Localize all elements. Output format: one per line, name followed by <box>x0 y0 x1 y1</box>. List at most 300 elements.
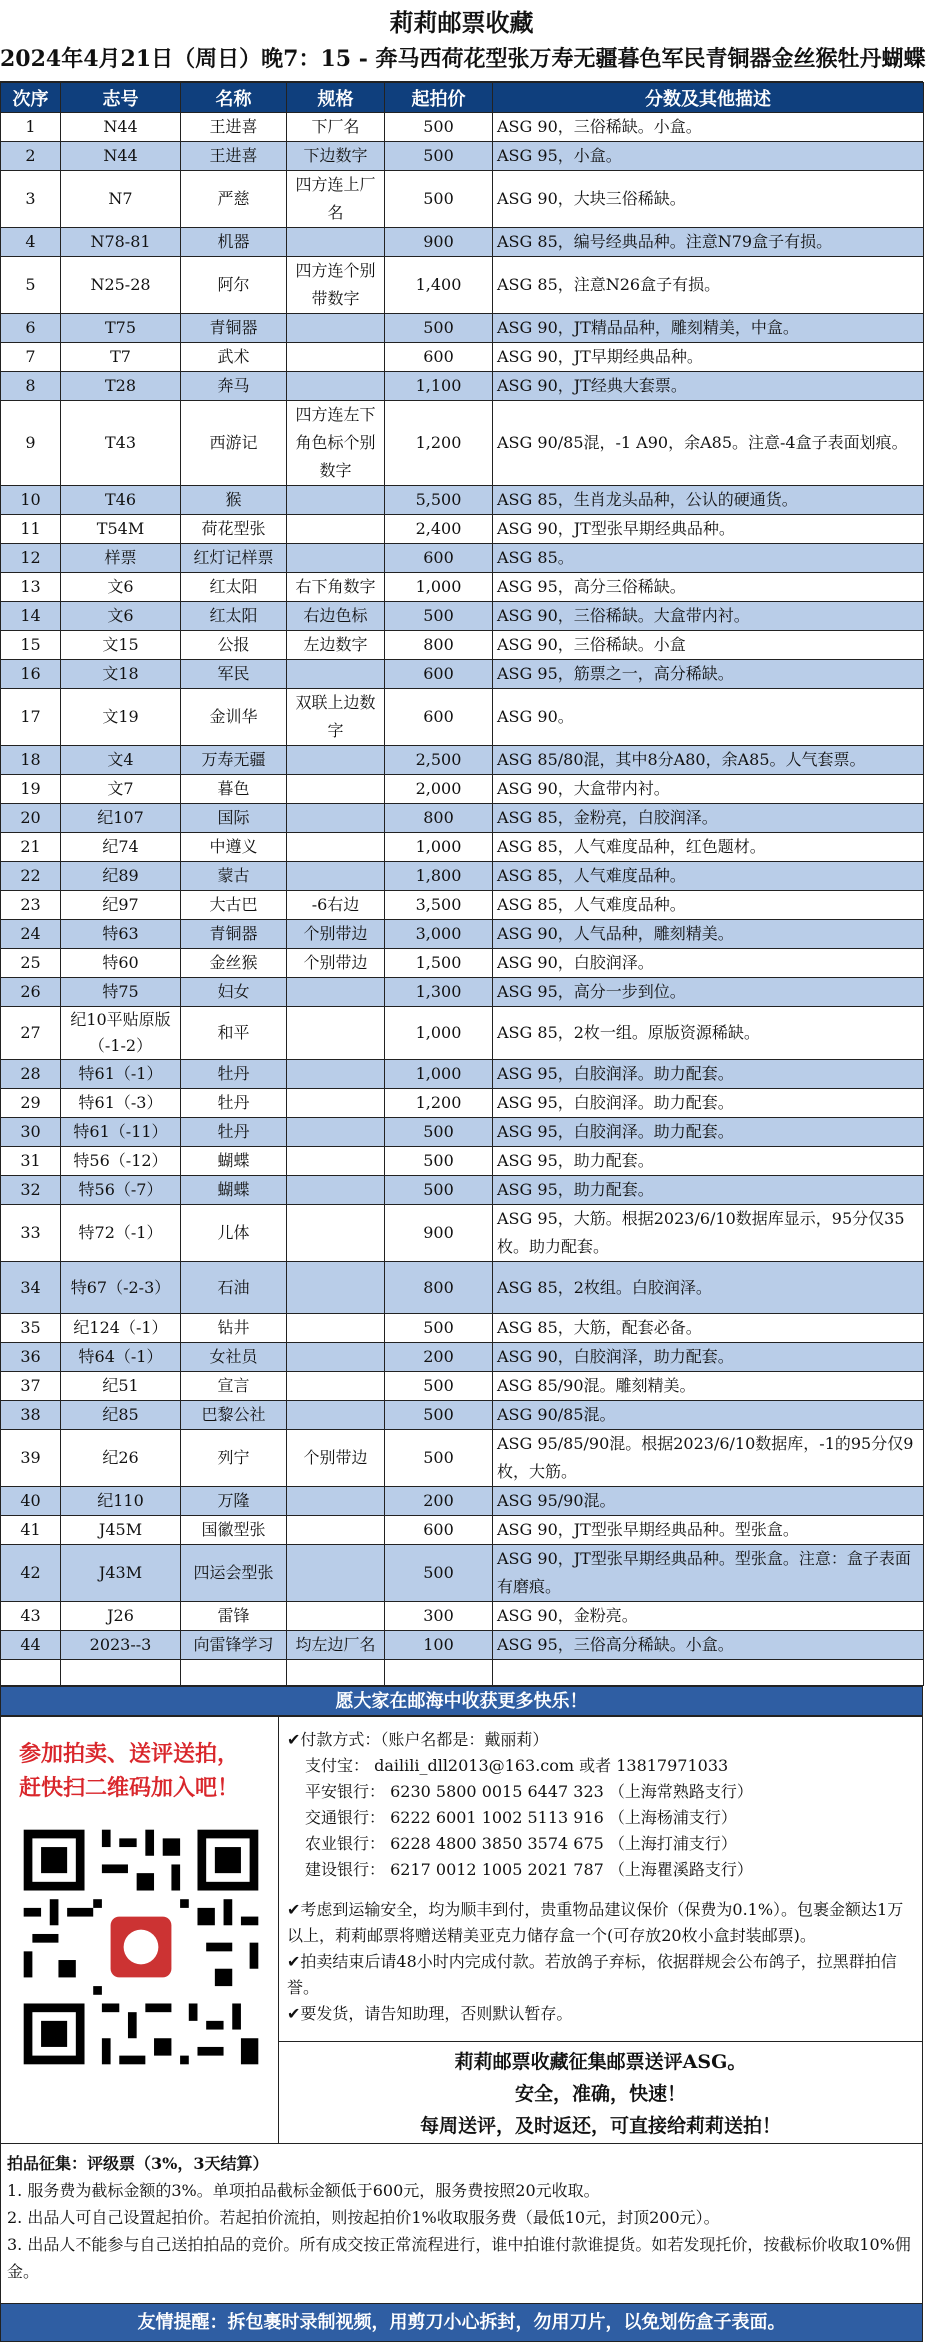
payment-panel <box>279 1717 922 2143</box>
stamp-code: 纪51 <box>61 1372 181 1401</box>
empty-cell <box>61 1660 181 1686</box>
row-description: ASG 85/80混，其中8分A80，余A85。人气套票。 <box>493 746 924 775</box>
row-description: ASG 95，白胶润泽。助力配套。 <box>493 1118 924 1147</box>
row-number: 37 <box>1 1372 61 1401</box>
start-price: 1,800 <box>385 862 493 891</box>
stamp-spec: 双联上边数字 <box>287 689 385 746</box>
row-description: ASG 95，高分三俗稀缺。 <box>493 573 924 602</box>
stamp-spec: 左边数字 <box>287 631 385 660</box>
row-description: ASG 85，大筋，配套必备。 <box>493 1314 924 1343</box>
start-price: 500 <box>385 113 493 142</box>
bank-line: 交通银行： 6222 6001 1002 5113 916 （上海杨浦支行） <box>305 1808 737 1827</box>
row-description: ASG 90，JT精品品种，雕刻精美，中盒。 <box>493 314 924 343</box>
start-price: 500 <box>385 142 493 171</box>
stamp-spec: 个别带边 <box>287 920 385 949</box>
stamp-spec <box>287 1545 385 1602</box>
table-row <box>1 689 924 746</box>
qr-code-icon[interactable] <box>15 1821 267 2073</box>
row-number: 17 <box>1 689 61 746</box>
row-description: ASG 90/85混，-1 A90，余A85。注意-4盒子表面划痕。 <box>493 401 924 486</box>
shipment-note: ✔要发货，请告知助理，否则默认暂存。 <box>287 2004 573 2023</box>
stamp-spec <box>287 1147 385 1176</box>
stamp-code: N7 <box>61 171 181 228</box>
stamp-spec <box>287 833 385 862</box>
row-description: ASG 90，JT经典大套票。 <box>493 372 924 401</box>
table-row <box>1 833 924 862</box>
stamp-name: 向雷锋学习 <box>181 1631 287 1660</box>
stamp-code: 特67（-2-3） <box>61 1262 181 1314</box>
alipay-line: 支付宝： dailili_dll2013@163.com 或者 13817971033 <box>305 1756 729 1775</box>
row-description: ASG 90，JT型张早期经典品种。 <box>493 515 924 544</box>
row-number: 29 <box>1 1089 61 1118</box>
stamp-name: 巴黎公社 <box>181 1401 287 1430</box>
row-description: ASG 90，三俗稀缺。大盒带内衬。 <box>493 602 924 631</box>
stamp-code: T43 <box>61 401 181 486</box>
start-price: 900 <box>385 228 493 257</box>
table-row <box>1 1147 924 1176</box>
rule-item: 1. 服务费为截标金额的3%。单项拍品截标金额低于600元，服务费按照20元收取。 <box>7 2181 600 2200</box>
stamp-code: T46 <box>61 486 181 515</box>
stamp-name: 女社员 <box>181 1343 287 1372</box>
row-description: ASG 90，JT早期经典品种。 <box>493 343 924 372</box>
stamp-spec <box>287 515 385 544</box>
start-price: 500 <box>385 1545 493 1602</box>
stamp-code: 特61（-1） <box>61 1060 181 1089</box>
row-description: ASG 90，人气品种，雕刻精美。 <box>493 920 924 949</box>
table-row <box>1 978 924 1007</box>
stamp-name: 四运会型张 <box>181 1545 287 1602</box>
start-price: 200 <box>385 1343 493 1372</box>
row-number: 10 <box>1 486 61 515</box>
stamp-spec <box>287 862 385 891</box>
stamp-spec: 右下角数字 <box>287 573 385 602</box>
rule-item: 3. 出品人不能参与自己送拍拍品的竞价。所有成交按正常流程进行，谁中拍谁付款谁提货。如若发现托价，按截标价收取10%佣金。 <box>7 2235 911 2281</box>
stamp-code: N44 <box>61 113 181 142</box>
stamp-name: 严慈 <box>181 171 287 228</box>
bank-line: 平安银行： 6230 5800 0015 6447 323 （上海常熟路支行） <box>305 1782 753 1801</box>
empty-cell <box>181 1660 287 1686</box>
row-description: ASG 90，JT型张早期经典品种。型张盒。 <box>493 1516 924 1545</box>
row-number: 42 <box>1 1545 61 1602</box>
row-description: ASG 85，人气难度品种，红色题材。 <box>493 833 924 862</box>
row-number: 43 <box>1 1602 61 1631</box>
stamp-name: 王进喜 <box>181 113 287 142</box>
stamp-name: 宣言 <box>181 1372 287 1401</box>
start-price: 3,500 <box>385 891 493 920</box>
table-row <box>1 1205 924 1262</box>
table-row <box>1 1401 924 1430</box>
table-row <box>1 891 924 920</box>
stamp-name: 金训华 <box>181 689 287 746</box>
row-number: 6 <box>1 314 61 343</box>
table-row <box>1 1118 924 1147</box>
stamp-spec <box>287 1176 385 1205</box>
stamp-code: 纪10平贴原版（-1-2） <box>61 1007 181 1060</box>
page-subtitle: 2024年4月21日（周日）晚7：15 - 奔马西荷花型张万寿无疆暮色军民青铜器金丝猴牡丹蝴蝶 <box>0 46 926 72</box>
row-description: ASG 90，三俗稀缺。小盒。 <box>493 113 924 142</box>
stamp-code: T7 <box>61 343 181 372</box>
table-row <box>1 862 924 891</box>
table-row <box>1 515 924 544</box>
start-price: 500 <box>385 1372 493 1401</box>
stamp-code: 纪97 <box>61 891 181 920</box>
row-number: 4 <box>1 228 61 257</box>
stamp-spec <box>287 1343 385 1372</box>
stamp-spec <box>287 1060 385 1089</box>
stamp-spec <box>287 1089 385 1118</box>
stamp-code: 纪110 <box>61 1487 181 1516</box>
stamp-name: 万寿无疆 <box>181 746 287 775</box>
row-number: 25 <box>1 949 61 978</box>
stamp-code: 2023--3 <box>61 1631 181 1660</box>
wish-banner: 愿大家在邮海中收获更多快乐！ <box>0 1686 923 1716</box>
row-number: 21 <box>1 833 61 862</box>
table-row <box>1 486 924 515</box>
start-price: 1,300 <box>385 978 493 1007</box>
start-price: 600 <box>385 343 493 372</box>
row-number: 32 <box>1 1176 61 1205</box>
row-description: ASG 90，白胶润泽，助力配套。 <box>493 1343 924 1372</box>
stamp-name: 蝴蝶 <box>181 1176 287 1205</box>
start-price: 600 <box>385 689 493 746</box>
page-title: 莉莉邮票收藏 <box>389 8 534 37</box>
table-row <box>1 1007 924 1060</box>
start-price: 1,000 <box>385 573 493 602</box>
row-number: 40 <box>1 1487 61 1516</box>
start-price: 500 <box>385 1401 493 1430</box>
table-row <box>1 343 924 372</box>
row-number: 13 <box>1 573 61 602</box>
row-description: ASG 85。 <box>493 544 924 573</box>
stamp-spec <box>287 1401 385 1430</box>
stamp-code: 纪107 <box>61 804 181 833</box>
row-number: 2 <box>1 142 61 171</box>
stamp-name: 武术 <box>181 343 287 372</box>
stamp-code: 特75 <box>61 978 181 1007</box>
stamp-name: 王进喜 <box>181 142 287 171</box>
row-description: ASG 85，金粉亮，白胶润泽。 <box>493 804 924 833</box>
row-number: 30 <box>1 1118 61 1147</box>
stamp-spec: 四方连左下角色标个别数字 <box>287 401 385 486</box>
row-description: ASG 95，三俗高分稀缺。小盒。 <box>493 1631 924 1660</box>
rules-heading: 拍品征集：评级票（3%，3天结算） <box>7 2154 269 2173</box>
payment-heading: ✔付款方式：（账户名都是：戴丽莉） <box>287 1730 549 1749</box>
table-row <box>1 1176 924 1205</box>
slogan-line: 安全，准确，快速！ <box>514 2083 686 2105</box>
table-row <box>1 1262 924 1314</box>
row-number: 23 <box>1 891 61 920</box>
table-row <box>1 1631 924 1660</box>
stamp-spec: 四方连个别带数字 <box>287 257 385 314</box>
stamp-name: 西游记 <box>181 401 287 486</box>
table-row <box>1 602 924 631</box>
table-row <box>1 1545 924 1602</box>
stamp-name: 牡丹 <box>181 1118 287 1147</box>
page-header <box>0 0 926 82</box>
row-description: ASG 95，小盒。 <box>493 142 924 171</box>
row-number: 19 <box>1 775 61 804</box>
consignment-rules <box>0 2144 923 2304</box>
stamp-spec <box>287 1007 385 1060</box>
stamp-name: 国徽型张 <box>181 1516 287 1545</box>
stamp-spec: 个别带边 <box>287 1430 385 1487</box>
stamp-name: 蝴蝶 <box>181 1147 287 1176</box>
stamp-name: 儿体 <box>181 1205 287 1262</box>
row-number: 20 <box>1 804 61 833</box>
stamp-code: 特64（-1） <box>61 1343 181 1372</box>
row-number: 26 <box>1 978 61 1007</box>
row-description: ASG 95，高分一步到位。 <box>493 978 924 1007</box>
start-price: 200 <box>385 1487 493 1516</box>
start-price: 2,000 <box>385 775 493 804</box>
stamp-name: 牡丹 <box>181 1060 287 1089</box>
start-price: 600 <box>385 544 493 573</box>
table-row <box>1 1343 924 1372</box>
payment-info <box>279 1717 922 1883</box>
table-row <box>1 804 924 833</box>
row-description: ASG 90/85混。 <box>493 1401 924 1430</box>
row-number: 18 <box>1 746 61 775</box>
stamp-name: 列宁 <box>181 1430 287 1487</box>
stamp-spec <box>287 1205 385 1262</box>
stamp-code: 特63 <box>61 920 181 949</box>
column-header: 分数及其他描述 <box>493 83 924 113</box>
start-price: 2,500 <box>385 746 493 775</box>
stamp-name: 牡丹 <box>181 1089 287 1118</box>
start-price: 1,000 <box>385 1007 493 1060</box>
table-row <box>1 631 924 660</box>
row-number: 35 <box>1 1314 61 1343</box>
start-price: 800 <box>385 804 493 833</box>
empty-cell <box>1 1660 61 1686</box>
start-price: 600 <box>385 660 493 689</box>
table-row <box>1 544 924 573</box>
stamp-name: 国际 <box>181 804 287 833</box>
row-number: 31 <box>1 1147 61 1176</box>
stamp-code: T75 <box>61 314 181 343</box>
stamp-name: 奔马 <box>181 372 287 401</box>
stamp-code: 纪89 <box>61 862 181 891</box>
start-price: 1,000 <box>385 1060 493 1089</box>
row-number: 1 <box>1 113 61 142</box>
stamp-code: 文15 <box>61 631 181 660</box>
stamp-code: 纪124（-1） <box>61 1314 181 1343</box>
stamp-spec: 个别带边 <box>287 949 385 978</box>
row-number: 28 <box>1 1060 61 1089</box>
start-price: 2,400 <box>385 515 493 544</box>
table-row <box>1 401 924 486</box>
start-price: 500 <box>385 602 493 631</box>
stamp-code: N25-28 <box>61 257 181 314</box>
table-row <box>1 1487 924 1516</box>
table-row <box>1 1089 924 1118</box>
row-description: ASG 85，人气难度品种。 <box>493 862 924 891</box>
stamp-name: 钻井 <box>181 1314 287 1343</box>
row-number: 3 <box>1 171 61 228</box>
stamp-spec <box>287 1262 385 1314</box>
row-number: 5 <box>1 257 61 314</box>
row-description: ASG 85，2枚一组。原版资源稀缺。 <box>493 1007 924 1060</box>
stamp-name: 阿尔 <box>181 257 287 314</box>
stamp-spec <box>287 660 385 689</box>
stamp-name: 红灯记样票 <box>181 544 287 573</box>
column-header: 规格 <box>287 83 385 113</box>
start-price: 100 <box>385 1631 493 1660</box>
row-description: ASG 90，大盒带内衬。 <box>493 775 924 804</box>
table-row <box>1 1602 924 1631</box>
row-number: 39 <box>1 1430 61 1487</box>
row-number: 36 <box>1 1343 61 1372</box>
row-description: ASG 95，大筋。根据2023/6/10数据库显示，95分仅35枚。助力配套。 <box>493 1205 924 1262</box>
row-number: 22 <box>1 862 61 891</box>
table-row <box>1 228 924 257</box>
row-description: ASG 90，三俗稀缺。小盒 <box>493 631 924 660</box>
stamp-code: 文6 <box>61 602 181 631</box>
table-header-row <box>1 83 924 113</box>
start-price: 900 <box>385 1205 493 1262</box>
stamp-code: 特56（-7） <box>61 1176 181 1205</box>
stamp-name: 机器 <box>181 228 287 257</box>
empty-row <box>1 1660 924 1686</box>
start-price: 1,400 <box>385 257 493 314</box>
row-number: 11 <box>1 515 61 544</box>
stamp-name: 石油 <box>181 1262 287 1314</box>
row-number: 24 <box>1 920 61 949</box>
start-price: 1,100 <box>385 372 493 401</box>
stamp-name: 万隆 <box>181 1487 287 1516</box>
stamp-code: 样票 <box>61 544 181 573</box>
stamp-name: 红太阳 <box>181 573 287 602</box>
row-description: ASG 90，大块三俗稀缺。 <box>493 171 924 228</box>
start-price: 1,200 <box>385 1089 493 1118</box>
stamp-code: 纪85 <box>61 1401 181 1430</box>
table-row <box>1 949 924 978</box>
stamp-code: 文6 <box>61 573 181 602</box>
stamp-name: 荷花型张 <box>181 515 287 544</box>
row-description: ASG 85，生肖龙头品种，公认的硬通货。 <box>493 486 924 515</box>
auction-table <box>0 82 924 1686</box>
row-description: ASG 85，2枚组。白胶润泽。 <box>493 1262 924 1314</box>
row-number: 15 <box>1 631 61 660</box>
stamp-spec <box>287 775 385 804</box>
stamp-spec <box>287 314 385 343</box>
table-row <box>1 1372 924 1401</box>
stamp-spec <box>287 486 385 515</box>
stamp-spec <box>287 804 385 833</box>
start-price: 500 <box>385 171 493 228</box>
start-price: 3,000 <box>385 920 493 949</box>
bank-line: 建设银行： 6217 0012 1005 2021 787 （上海瞿溪路支行） <box>305 1860 753 1879</box>
stamp-spec: 下边数字 <box>287 142 385 171</box>
stamp-name: 妇女 <box>181 978 287 1007</box>
column-header: 起拍价 <box>385 83 493 113</box>
empty-cell <box>493 1660 924 1686</box>
table-row <box>1 775 924 804</box>
row-number: 27 <box>1 1007 61 1060</box>
table-row <box>1 1060 924 1089</box>
row-description: ASG 90，JT型张早期经典品种。型张盒。注意：盒子表面有磨痕。 <box>493 1545 924 1602</box>
promo-line: 参加拍卖、送评送拍， <box>19 1741 240 1767</box>
start-price: 500 <box>385 1118 493 1147</box>
table-row <box>1 573 924 602</box>
start-price: 600 <box>385 1516 493 1545</box>
row-number: 16 <box>1 660 61 689</box>
payment-deadline-note: ✔拍卖结束后请48小时内完成付款。若放鸽子弃标，依据群规会公布鸽子，拉黑群拍信誉。 <box>287 1952 897 1997</box>
row-number: 9 <box>1 401 61 486</box>
stamp-code: 特60 <box>61 949 181 978</box>
stamp-name: 雷锋 <box>181 1602 287 1631</box>
start-price: 1,500 <box>385 949 493 978</box>
row-number: 7 <box>1 343 61 372</box>
stamp-spec <box>287 1314 385 1343</box>
table-row <box>1 1430 924 1487</box>
row-number: 12 <box>1 544 61 573</box>
stamp-name: 猴 <box>181 486 287 515</box>
empty-cell <box>287 1660 385 1686</box>
start-price: 800 <box>385 631 493 660</box>
stamp-name: 公报 <box>181 631 287 660</box>
start-price: 500 <box>385 1430 493 1487</box>
row-description: ASG 90，白胶润泽。 <box>493 949 924 978</box>
stamp-code: J26 <box>61 1602 181 1631</box>
start-price: 500 <box>385 314 493 343</box>
row-description: ASG 90。 <box>493 689 924 746</box>
start-price: 1,200 <box>385 401 493 486</box>
start-price: 500 <box>385 1147 493 1176</box>
stamp-code: 特72（-1） <box>61 1205 181 1262</box>
stamp-spec <box>287 1516 385 1545</box>
row-number: 44 <box>1 1631 61 1660</box>
stamp-code: T54M <box>61 515 181 544</box>
start-price: 800 <box>385 1262 493 1314</box>
stamp-code: 特56（-12） <box>61 1147 181 1176</box>
row-description: ASG 95/85/90混。根据2023/6/10数据库，-1的95分仅9枚，大筋。 <box>493 1430 924 1487</box>
stamp-spec <box>287 978 385 1007</box>
stamp-code: N78-81 <box>61 228 181 257</box>
promo-text <box>1 1717 278 1805</box>
stamp-spec <box>287 372 385 401</box>
stamp-name: 军民 <box>181 660 287 689</box>
start-price: 500 <box>385 1176 493 1205</box>
stamp-name: 金丝猴 <box>181 949 287 978</box>
start-price: 1,000 <box>385 833 493 862</box>
table-row <box>1 257 924 314</box>
table-row <box>1 660 924 689</box>
row-description: ASG 85，编号经典品种。注意N79盒子有损。 <box>493 228 924 257</box>
table-row <box>1 1314 924 1343</box>
stamp-name: 大古巴 <box>181 891 287 920</box>
stamp-name: 暮色 <box>181 775 287 804</box>
stamp-code: J45M <box>61 1516 181 1545</box>
promo-line: 赶快扫二维码加入吧！ <box>19 1775 240 1801</box>
stamp-spec <box>287 343 385 372</box>
row-description: ASG 95，白胶润泽。助力配套。 <box>493 1089 924 1118</box>
shipping-note: ✔考虑到运输安全，均为顺丰到付，贵重物品建议保价（保费为0.1%）。包裹金额达1万以上，莉莉邮票将赠送精美亚克力储存盒一个(可存放20枚小盒封装邮票)。 <box>287 1900 904 1945</box>
stamp-code: J43M <box>61 1545 181 1602</box>
row-description: ASG 95，助力配套。 <box>493 1147 924 1176</box>
table-row <box>1 314 924 343</box>
stamp-code: T28 <box>61 372 181 401</box>
slogan <box>279 2041 922 2143</box>
stamp-spec <box>287 544 385 573</box>
stamp-code: 特61（-11） <box>61 1118 181 1147</box>
stamp-code: 文4 <box>61 746 181 775</box>
stamp-spec <box>287 1487 385 1516</box>
stamp-code: 文18 <box>61 660 181 689</box>
stamp-spec: 四方连上厂名 <box>287 171 385 228</box>
stamp-name: 和平 <box>181 1007 287 1060</box>
row-number: 38 <box>1 1401 61 1430</box>
